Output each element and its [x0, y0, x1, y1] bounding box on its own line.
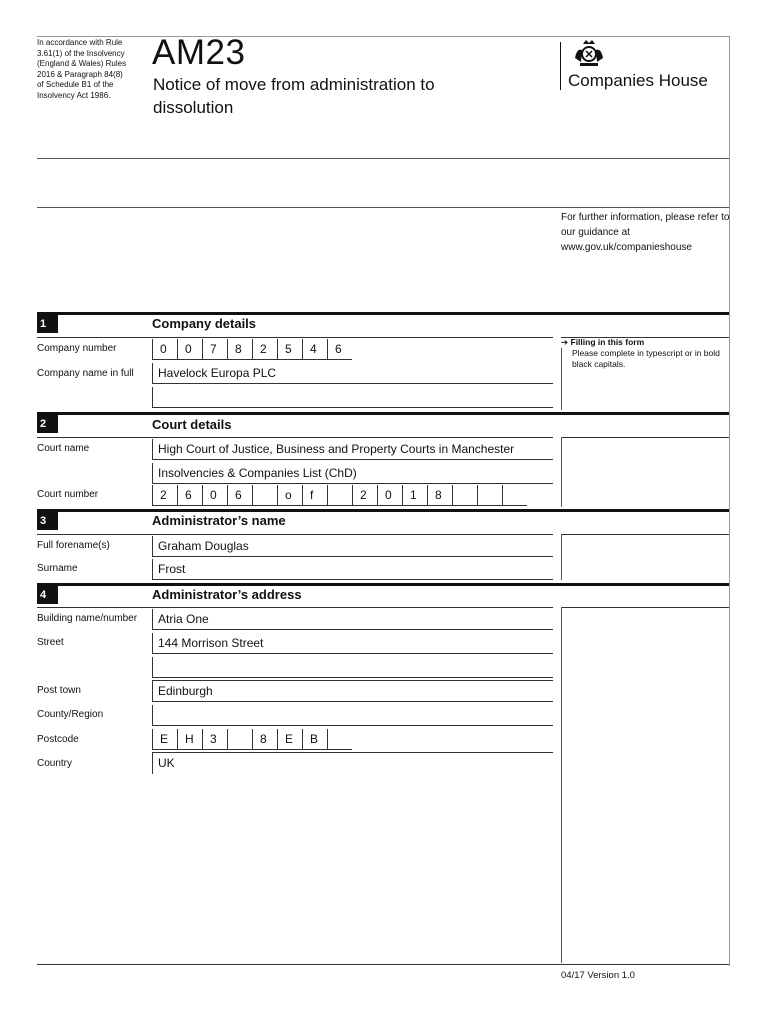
company-number-cell[interactable]: 8 [227, 339, 252, 359]
section-2-title: Court details [152, 417, 232, 432]
court-name-label: Court name [37, 443, 90, 454]
section-1-number: 1 [37, 315, 58, 333]
brand-divider [560, 42, 561, 90]
page-right-rule [729, 36, 730, 966]
court-number-cell[interactable]: o [277, 485, 302, 505]
version-label: 04/17 Version 1.0 [561, 970, 635, 981]
post-town-label: Post town [37, 685, 81, 696]
court-number-cell[interactable] [452, 485, 477, 505]
company-number-cell[interactable]: 2 [252, 339, 277, 359]
section-1-bar [37, 312, 729, 315]
section-3-title: Administrator’s name [152, 513, 286, 528]
brand-name: Companies House [568, 71, 708, 90]
section-1-row-rule [37, 337, 553, 338]
company-number-cell[interactable]: 4 [302, 339, 327, 359]
legal-reference: In accordance with Rule 3.61(1) of the Insolvency (England & Wales) Rules 2016 & Paragraph 84(8) of Schedule B1 of the Insolvency Act 1986. [37, 38, 127, 100]
court-number-cell[interactable] [327, 485, 352, 505]
forenames-label: Full forename(s) [37, 540, 110, 551]
top-rule [37, 36, 729, 37]
company-number-cell[interactable]: 0 [177, 339, 202, 359]
company-name-field-2[interactable] [152, 387, 553, 408]
building-label: Building name/number [37, 613, 138, 624]
postcode-field[interactable] [152, 729, 352, 750]
filling-note-text: Please complete in typescript or in bold black capitals. [572, 348, 720, 369]
form-code: AM23 [152, 33, 246, 72]
court-number-cell[interactable]: 8 [427, 485, 452, 505]
section-3-number: 3 [37, 512, 58, 530]
section-4-number: 4 [37, 586, 58, 604]
court-number-label: Court number [37, 489, 99, 500]
court-number-cell[interactable] [252, 485, 277, 505]
postcode-cell[interactable]: E [152, 729, 177, 749]
section-4-title: Administrator’s address [152, 587, 302, 602]
court-number-cell[interactable]: 6 [177, 485, 202, 505]
section-2-number: 2 [37, 415, 58, 433]
postcode-cell[interactable]: E [277, 729, 302, 749]
postcode-cell[interactable] [327, 729, 352, 749]
court-number-cell[interactable]: 2 [352, 485, 377, 505]
footer-rule [37, 964, 729, 965]
postcode-cell[interactable]: H [177, 729, 202, 749]
section-3-side-top [561, 534, 729, 535]
company-number-field[interactable] [152, 339, 352, 360]
section-1-side-rule [561, 348, 562, 410]
header-rule-1 [37, 158, 729, 159]
company-name-field-1[interactable]: Havelock Europa PLC [152, 363, 553, 384]
company-number-cell[interactable]: 7 [202, 339, 227, 359]
section-3-row-rule [37, 534, 553, 535]
street-field-2[interactable] [152, 657, 553, 678]
country-label: Country [37, 758, 73, 769]
court-number-cell[interactable] [477, 485, 502, 505]
street-field-1[interactable]: 144 Morrison Street [152, 633, 553, 654]
company-number-cell[interactable]: 0 [152, 339, 177, 359]
section-3-side-rule [561, 534, 562, 580]
section-4-bar [37, 583, 729, 586]
forenames-field[interactable]: Graham Douglas [152, 536, 553, 557]
country-field[interactable]: UK [152, 753, 553, 774]
court-name-field-2[interactable]: Insolvencies & Companies List (ChD) [152, 463, 553, 484]
form-title: Notice of move from administration to dissolution [153, 75, 435, 117]
court-number-cell[interactable]: 6 [227, 485, 252, 505]
surname-field[interactable]: Frost [152, 559, 553, 580]
filling-note-title: Filling in this form [570, 337, 645, 347]
court-number-cell[interactable]: f [302, 485, 327, 505]
court-number-cell[interactable] [502, 485, 527, 505]
company-number-cell[interactable]: 5 [277, 339, 302, 359]
court-number-cell[interactable]: 1 [402, 485, 427, 505]
section-1-title: Company details [152, 316, 257, 331]
postcode-cell[interactable]: B [302, 729, 327, 749]
royal-crest-icon [571, 38, 607, 68]
section-2-side-top [561, 437, 729, 438]
company-number-label: Company number [37, 343, 117, 354]
court-number-cell[interactable]: 0 [377, 485, 402, 505]
section-4-row-rule [37, 607, 553, 608]
building-field[interactable]: Atria One [152, 609, 553, 630]
postcode-cell[interactable]: 3 [202, 729, 227, 749]
section-4-side-top [561, 607, 729, 608]
section-3-bar [37, 509, 729, 512]
filling-note [561, 337, 729, 370]
guidance-note: For further information, please refer to our guidance at www.gov.uk/companieshouse [561, 212, 730, 253]
surname-label: Surname [37, 563, 78, 574]
county-label: County/Region [37, 709, 104, 720]
postcode-label: Postcode [37, 734, 79, 745]
county-field[interactable] [152, 705, 553, 726]
section-2-bar [37, 412, 729, 415]
company-number-cell[interactable]: 6 [327, 339, 352, 359]
court-number-cell[interactable]: 2 [152, 485, 177, 505]
company-name-label: Company name in full [37, 368, 134, 379]
section-4-side-rule [561, 607, 562, 963]
postcode-cell[interactable]: 8 [252, 729, 277, 749]
postcode-cell[interactable] [227, 729, 252, 749]
header-rule-2 [37, 207, 729, 208]
court-number-cell[interactable]: 0 [202, 485, 227, 505]
post-town-field[interactable]: Edinburgh [152, 681, 553, 702]
arrow-right-icon: ➔ [561, 337, 569, 347]
court-name-field-1[interactable]: High Court of Justice, Business and Property Courts in Manchester [152, 439, 553, 460]
section-2-row-rule [37, 437, 553, 438]
street-label: Street [37, 637, 64, 648]
section-2-side-rule [561, 437, 562, 507]
court-number-field[interactable] [152, 485, 527, 506]
